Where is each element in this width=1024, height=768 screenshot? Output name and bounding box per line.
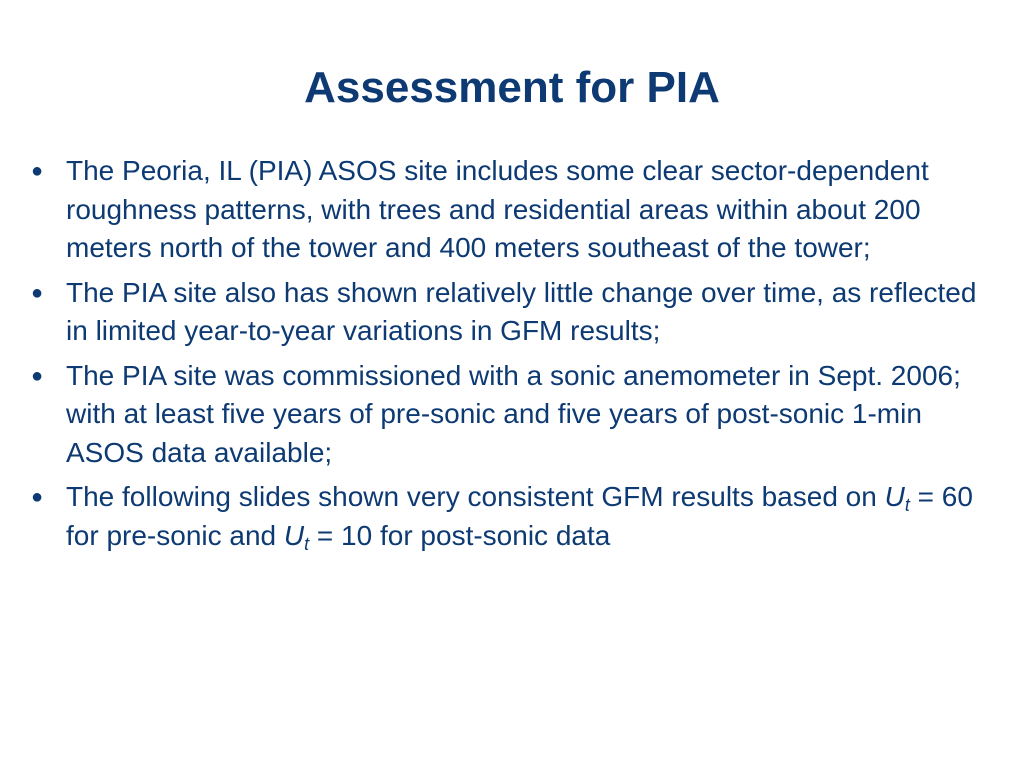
bullet-icon: ● — [30, 281, 44, 304]
bullet-item-2 — [30, 274, 1005, 351]
bullet-item-1 — [30, 152, 1005, 268]
bullet-text-part-1: The following slides shown very consistent GFM results based on — [66, 481, 885, 512]
bullet-text-part-3: = 10 for post-sonic data — [309, 519, 611, 551]
bullet-text: The PIA site was commissioned with a sonic anemometer in Sept. 2006; with at least five years of pre-sonic and five years of post-sonic 1-min ASOS data available; — [66, 359, 961, 468]
bullet-text: The PIA site also has shown relatively little change over time, as reflected in limited year-to-year variations in GFM results; — [66, 276, 977, 346]
slide-title: Assessment for PIA — [304, 63, 720, 112]
bullet-icon: ● — [30, 486, 44, 508]
variable-u-2: U — [283, 519, 305, 551]
bullet-icon: ● — [30, 364, 44, 387]
bullet-text: The Peoria, IL (PIA) ASOS site includes some clear sector-dependent roughness patterns, with trees and residential areas within about 200 meters north of the tower and 400 meters southeast of the tower; — [66, 155, 929, 263]
subscript-t-2: t — [304, 533, 310, 554]
subscript-t-1: t — [904, 495, 910, 515]
variable-u-1: U — [884, 481, 905, 512]
bullet-list — [30, 152, 1005, 561]
bullet-item-4 — [30, 478, 1005, 555]
bullet-item-3 — [30, 357, 1005, 473]
bullet-icon: ● — [30, 160, 44, 182]
bullet-text-part-2: = 60 for pre-sonic and — [66, 481, 973, 551]
